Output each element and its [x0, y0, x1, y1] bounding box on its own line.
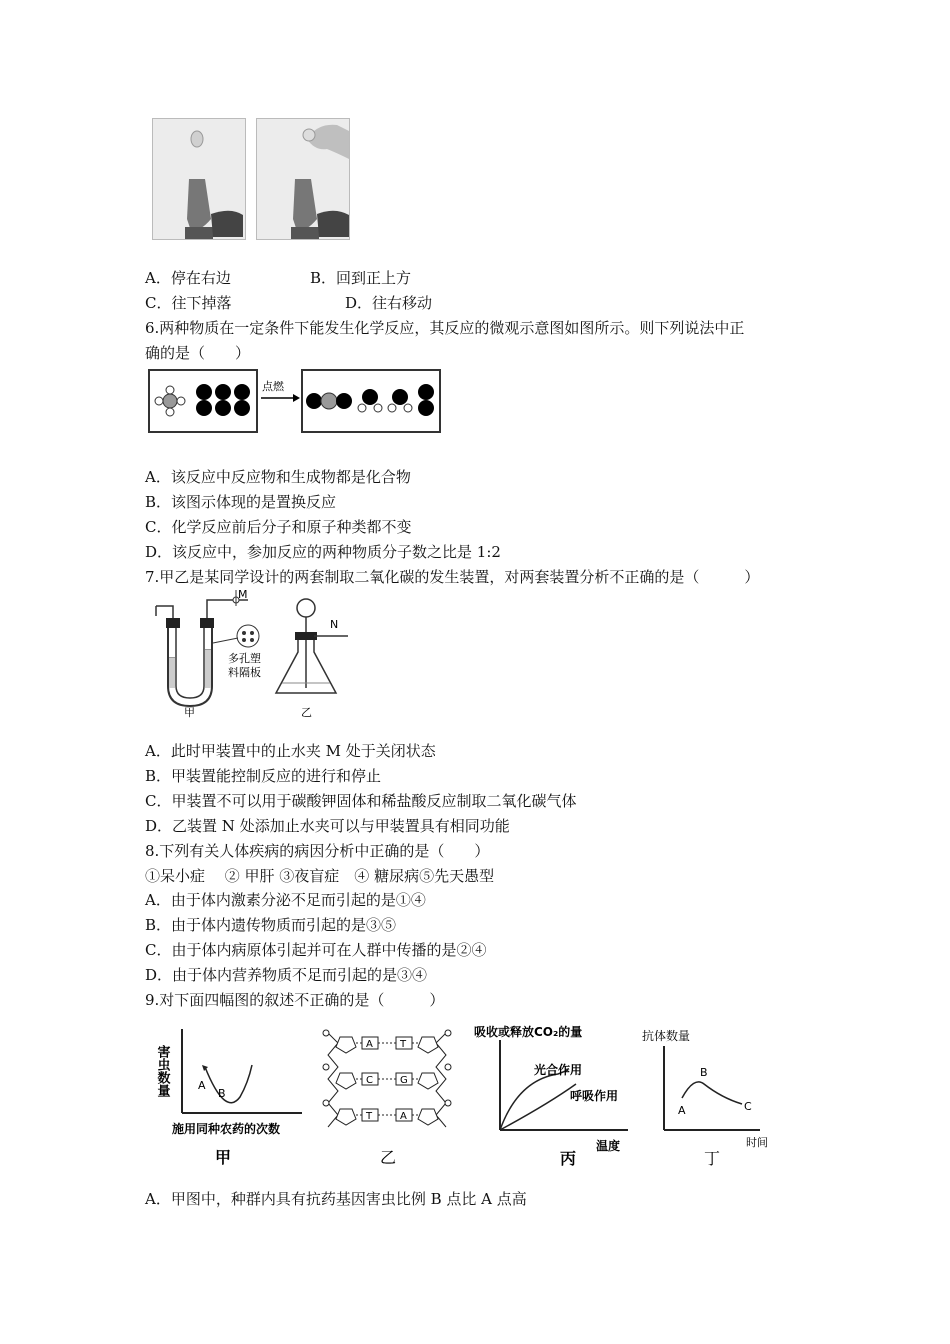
q5-option-b: B．回到正上方 [310, 269, 412, 287]
ding-xlabel: 时间 [746, 1136, 768, 1149]
label-plate-2: 料隔板 [228, 666, 261, 679]
q6-stem-line1: 6.两种物质在一定条件下能发生化学反应，其反应的微观示意图如图所示。则下列说法中正 [145, 319, 745, 337]
q8-items: ①呆小症 ② 甲肝 ③夜盲症 ④ 糖尿病⑤先天愚型 [145, 867, 495, 885]
q8-option-a: A．由于体内激素分泌不足而引起的是①④ [145, 891, 426, 909]
q8-stem: 8.下列有关人体疾病的病因分析中正确的是（ ） [145, 842, 490, 860]
ding-point-c: C [744, 1100, 752, 1113]
q9-graph-jia [154, 1025, 305, 1170]
q7-stem: 7.甲乙是某同学设计的两套制取二氧化碳的发生装置，对两套装置分析不正确的是（ ） [145, 568, 760, 586]
ding-point-a: A [678, 1104, 686, 1117]
bing-caption: 丙 [560, 1149, 577, 1168]
ding-point-b: B [700, 1066, 708, 1079]
ding-caption: 丁 [704, 1149, 721, 1168]
q6-option-a: A．该反应中反应物和生成物都是化合物 [145, 468, 411, 486]
label-m: M [238, 588, 248, 601]
label-jia: 甲 [184, 706, 195, 719]
q9-graph-bing [468, 1022, 633, 1172]
q7-option-c: C．甲装置不可以用于碳酸钾固体和稀盐酸反应制取二氧化碳气体 [145, 792, 577, 810]
photo-ball-above-funnel [152, 118, 246, 240]
q7-apparatus-diagram [148, 588, 363, 720]
q9-option-a: A．甲图中，种群内具有抗药基因害虫比例 B 点比 A 点高 [145, 1190, 527, 1208]
q8-option-b: B．由于体内遗传物质而引起的是③⑤ [145, 916, 397, 934]
q7-option-b: B．甲装置能控制反应的进行和停止 [145, 767, 382, 785]
q6-reaction-diagram [148, 368, 443, 436]
jia-point-a: A [198, 1079, 206, 1092]
bing-ylabel: 吸收或释放CO₂的量 [474, 1025, 583, 1039]
base-6: A [400, 1111, 407, 1122]
q6-option-d: D．该反应中，参加反应的两种物质分子数之比是 1:2 [145, 543, 501, 561]
yi-caption: 乙 [380, 1148, 397, 1167]
label-yi: 乙 [301, 706, 312, 719]
label-plate-1: 多孔塑 [228, 652, 261, 665]
q5-option-c: C．往下掉落 [145, 294, 232, 312]
base-3: C [366, 1075, 373, 1086]
bing-xlabel: 温度 [596, 1139, 621, 1153]
base-5: T [366, 1111, 373, 1122]
q5-option-a: A．停在右边 [145, 269, 231, 287]
jia-xlabel: 施用同种农药的次数 [172, 1122, 281, 1136]
ignite-label: 点燃 [262, 380, 284, 393]
q9-stem: 9.对下面四幅图的叙述不正确的是（ ） [145, 991, 445, 1009]
q7-option-d: D．乙装置 N 处添加止水夹可以与甲装置具有相同功能 [145, 817, 510, 835]
q6-option-b: B．该图示体现的是置换反应 [145, 493, 337, 511]
base-2: T [400, 1039, 407, 1050]
q9-dna-yi [318, 1025, 458, 1170]
q6-option-c: C．化学反应前后分子和原子种类都不变 [145, 518, 412, 536]
q8-option-d: D．由于体内营养物质不足而引起的是③④ [145, 966, 428, 984]
photo-hand-with-ball [256, 118, 350, 240]
bing-curve-2: 呼吸作用 [570, 1089, 619, 1103]
q9-graph-ding [642, 1026, 782, 1176]
jia-caption: 甲 [215, 1148, 232, 1167]
label-n: N [330, 618, 339, 631]
ding-ylabel: 抗体数量 [642, 1029, 691, 1043]
bing-curve-1: 光合作用 [534, 1063, 583, 1077]
q7-option-a: A．此时甲装置中的止水夹 M 处于关闭状态 [145, 742, 436, 760]
base-4: G [400, 1075, 408, 1086]
q8-option-c: C．由于体内病原体引起并可在人群中传播的是②④ [145, 941, 487, 959]
jia-ylabel: 害虫数量 [154, 1045, 170, 1097]
q6-stem-line2: 确的是（ ） [145, 344, 251, 362]
q5-option-d: D．往右移动 [345, 294, 433, 312]
jia-point-b: B [218, 1087, 226, 1100]
base-1: A [366, 1039, 373, 1050]
